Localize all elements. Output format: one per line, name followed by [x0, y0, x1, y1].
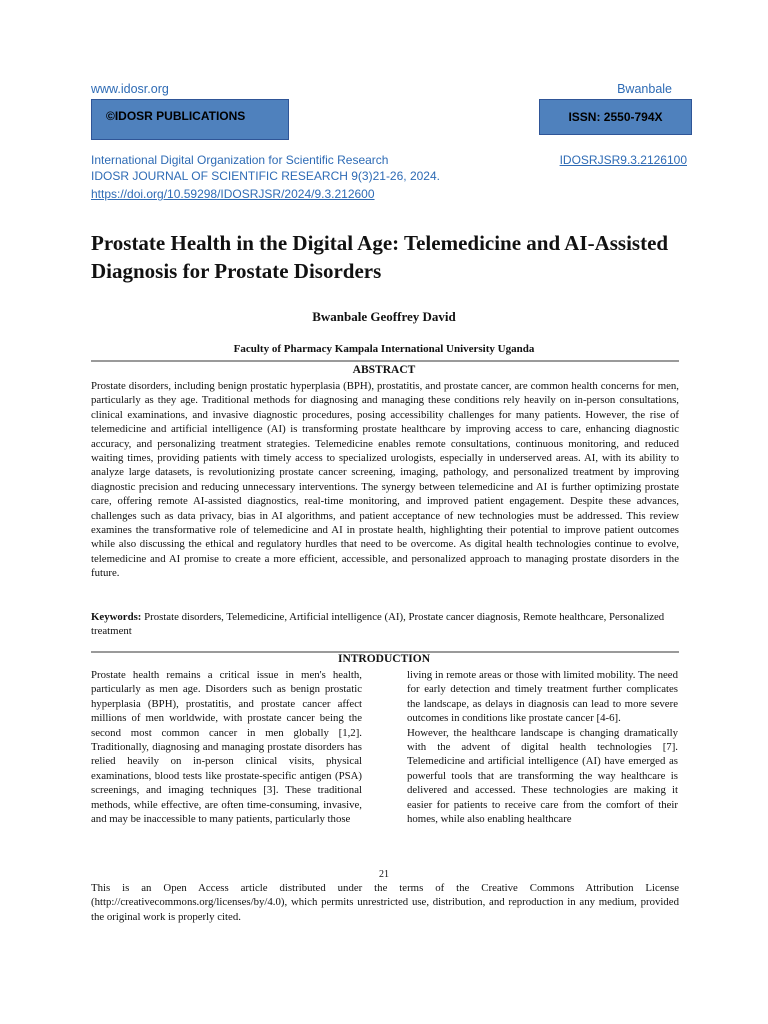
introduction-paragraph: However, the healthcare landscape is changing dramatically with the advent of digital health technologies [7]. Telemedicine and artificial intelligence (AI) have emerged as powerful tools that are transforming the way healthcare is delivered and accessed. These technologies are making it easier for patients to receive care from the comfort of their homes, while also enabling healthcare — [407, 726, 678, 826]
introduction-paragraph: Prostate health remains a critical issue in men's health, particularly as men age. Disorders such as benign prostatic hyperplasia (BPH), prostatitis, and prostate cancer affect millions of men worldwide, with prostate cancer being the second most common cancer in men globally [1,2]. Traditionally, diagnosing and managing prostate disorders has relied heavily on in-person clinical visits, physical examinations, blood tests like prostate-specific antigen (PSA) screenings, and imaging techniques [3]. These traditional methods, while effective, are often time-consuming, invasive, and may be inaccessible to many patients, particularly those — [91, 669, 362, 826]
keywords-list: Prostate disorders, Telemedicine, Artificial intelligence (AI), Prostate cancer diagnosis, Remote healthcare, Personalized treatment — [91, 611, 665, 638]
keywords — [91, 610, 679, 639]
doi-link[interactable]: https://doi.org/10.59298/IDOSRJSR/2024/9.3.212600 — [91, 187, 375, 201]
author-affiliation: Faculty of Pharmacy Kampala International University Uganda — [233, 343, 535, 355]
paper-title: Prostate Health in the Digital Age: Telemedicine and AI-Assisted Diagnosis for Prostate Disorders — [91, 231, 669, 283]
issn-label: ISSN: 2550-794X — [568, 110, 663, 124]
running-author: Bwanbale — [617, 82, 672, 96]
journal-reference: IDOSR JOURNAL OF SCIENTIFIC RESEARCH 9(3)21-26, 2024. — [91, 169, 440, 183]
introduction-paragraph: living in remote areas or those with limited mobility. The need for early detection and timely treatment further complicates the landscape, as delays in diagnosis can lead to more severe outcomes in conditions like prostate cancer [4-6]. — [407, 669, 678, 725]
publisher-label: ©IDOSR PUBLICATIONS — [106, 108, 246, 123]
issn-banner — [539, 99, 692, 135]
abstract-body: Prostate disorders, including benign prostatic hyperplasia (BPH), prostatitis, and prostate cancer, are common health concerns for men, particularly as they age. Traditional methods for diagnosing and managing these conditions rely heavily on in-person consultations, clinical examinations, and invasive diagnostic procedures, posing accessibility challenges for many patients. However, the rise of telemedicine and artificial intelligence (AI) is transforming prostate healthcare by improving access to care, enhancing diagnostic accuracy, and personalizing treatment strategies. Telemedicine enables remote consultations, continuous monitoring, and reduced waiting times, providing patients with timely access to specialized urologists, especially in underserved areas. AI, with its ability to analyze large datasets, is revolutionizing prostate cancer screening, imaging, pathology, and personalized treatment by improving diagnostic precision and reducing unnecessary interventions. The synergy between telemedicine and AI is further optimizing prostate care, offering remote AI-assisted diagnostics, real-time monitoring, and improved patient engagement. Despite these advances, challenges such as data privacy, bias in AI algorithms, and patient acceptance of new technologies must be addressed. This review examines the transformative role of telemedicine and AI in prostate health, highlighting their potential to improve patient outcomes while also discussing the ethical and regulatory hurdles that need to be overcome. As digital health technologies continue to evolve, telemedicine and AI promise to create a more efficient, accessible, and personalized approach to managing prostate disorders in the future. — [91, 380, 679, 580]
abstract-divider — [91, 360, 679, 362]
introduction-right-column — [407, 668, 678, 826]
author-name: Bwanbale Geoffrey David — [312, 309, 456, 324]
site-link[interactable]: www.idosr.org — [91, 82, 169, 96]
license-notice: This is an Open Access article distributed under the terms of the Creative Commons Attribution License (http://creativecommons.org/licenses/by/4.0), which permits unrestricted use, distribution, and reproduction in any medium, provided the original work is properly cited. — [91, 882, 679, 923]
organization-name: International Digital Organization for Scientific Research — [91, 153, 389, 167]
page-number: 21 — [379, 869, 389, 880]
article-code-link[interactable]: IDOSRJSR9.3.2126100 — [559, 153, 687, 167]
publisher-banner — [91, 99, 289, 140]
introduction-heading: INTRODUCTION — [337, 653, 430, 665]
abstract-heading: ABSTRACT — [352, 364, 416, 376]
introduction-left-column — [91, 668, 362, 826]
keywords-label: Keywords: — [91, 611, 142, 623]
